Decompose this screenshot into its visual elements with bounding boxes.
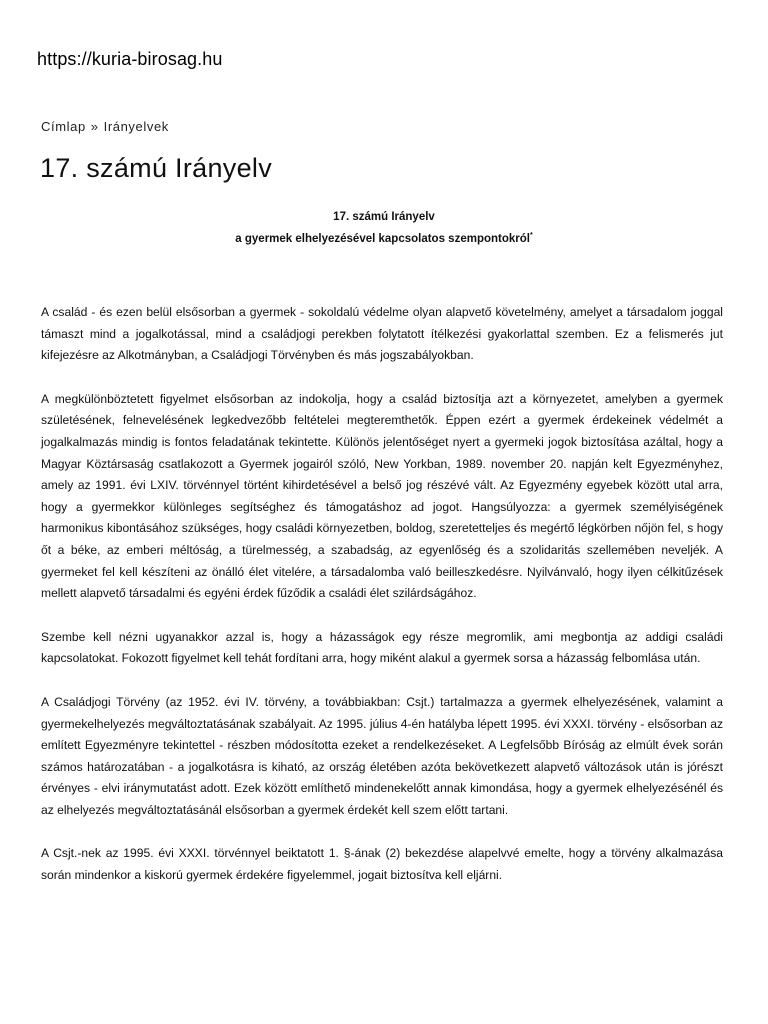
document-heading-subtitle-text: a gyermek elhelyezésével kapcsolatos szempontokról — [235, 233, 530, 245]
document-body — [41, 302, 723, 909]
paragraph-4: A Családjogi Törvény (az 1952. évi IV. törvény, a továbbiakban: Csjt.) tartalmazza a gyermek elhelyezésének, valamint a gyermekelhelyezés megváltoztatásának szabályait. Az 1995. július 4-én hatályba lépett 1995. évi XXXI. törvény - elsősorban az említett Egyezményre tekintettel - részben módosította ezeket a rendelkezéseket. A Legfelsőbb Bíróság az elmúlt évek során számos határozatában - a jogalkotásra is kiható, az ország életében azóta bekövetkezett alapvető változások után is jórészt érvényes - elvi iránymutatást adott. Ezek között említhető mindenekelőtt annak kimondása, hogy a gyermek elhelyezésénél és az elhelyezés megváltoztatásánál elsősorban a gyermek érdekét kell szem előtt tartani. — [41, 694, 723, 817]
footnote-marker[interactable]: * — [529, 232, 533, 240]
paragraph-5: A Csjt.-nek az 1995. évi XXXI. törvénnyel beiktatott 1. §-ának (2) bekezdése alapelvvé emelte, hogy a törvény alkalmazása során mindenkor a kiskorú gyermek érdekére figyelemmel, jogait biztosítva kell eljárni. — [41, 846, 723, 883]
breadcrumb-home-link[interactable]: Címlap — [41, 119, 86, 134]
document-heading-subtitle — [0, 228, 768, 250]
breadcrumb-current[interactable]: Irányelvek — [103, 119, 169, 134]
paragraph-3: Szembe kell nézni ugyanakkor azzal is, hogy a házasságok egy része megromlik, ami megbontja az addigi családi kapcsolatokat. Fokozott figyelmet kell tehát fordítani arra, hogy miként alakul a gyermek sorsa a házasság felbomlása után. — [41, 629, 723, 666]
breadcrumb — [41, 119, 169, 134]
page-title: 17. számú Irányelv — [40, 153, 272, 183]
paragraph-1: A család - és ezen belül elsősorban a gyermek - sokoldalú védelme olyan alapvető követelmény, amelyet a társadalom joggal támaszt mind a jogalkotással, mind a családjogi perekben folytatott ítélkezési gyakorlattal szemben. Ez a felismerés jut kifejezésre az Alkotmányban, a Családjogi Törvényben és más jogszabályokban. — [41, 305, 723, 363]
breadcrumb-separator: » — [90, 119, 99, 134]
document-heading-title: 17. számú Irányelv — [333, 211, 435, 223]
site-url[interactable]: https://kuria-birosag.hu — [37, 49, 223, 69]
document-heading — [0, 206, 768, 250]
paragraph-2: A megkülönböztetett figyelmet elsősorban az indokolja, hogy a család biztosítja azt a környezetet, amelyben a gyermek születésének, felnevelésének legkedvezőbb feltételei megteremthetők. Éppen ezért a gyermek érdekeinek védelmét a jogalkalmazás mindig is fontos feladatának tekintette. Különös jelentőséget nyert a gyermeki jogok biztosítása azáltal, hogy a Magyar Köztársaság csatlakozott a Gyermek jogairól szóló, New Yorkban, 1989. november 20. napján kelt Egyezményhez, amely az 1991. évi LXIV. törvénnyel történt kihirdetésével a belső jog részévé vált. Az Egyezmény egyebek között utal arra, hogy a gyermekkor különleges segítséghez és támogatáshoz ad jogot. Hangsúlyozza: a gyermek személyiségének harmonikus kibontásához szükséges, hogy családi környezetben, boldog, szeretetteljes és megértő légkörben nőjön fel, s hogy őt a béke, az emberi méltóság, a türelmesség, a szabadság, az egyenlőség és a szolidaritás szellemében neveljék. A gyermeket fel kell készíteni az önálló élet vitelére, a társadalomba való beilleszkedésre. Nyilvánvaló, hogy ilyen célkitűzések mellett alapvető társadalmi és egyéni érdek fűződik a családi élet szilárdságához. — [41, 391, 723, 601]
